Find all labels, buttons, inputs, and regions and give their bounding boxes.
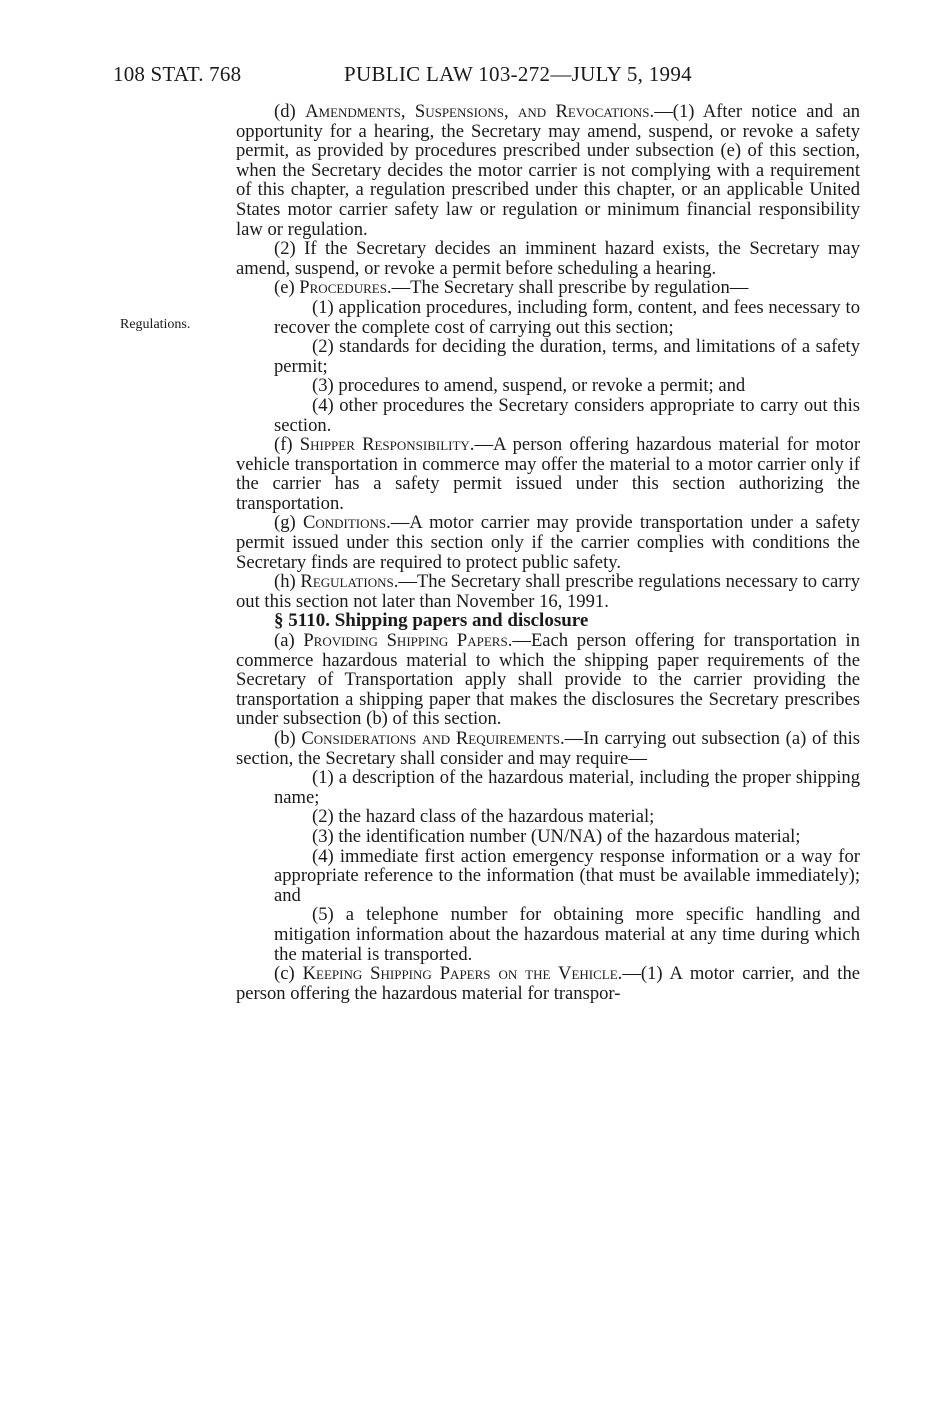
section-5110-c-text: —(1) A motor carrier, and the person offering the hazardous material for transpor- (236, 963, 860, 1004)
subsection-h (236, 572, 860, 611)
section-5110-b-item-4: (4) immediate first action emergency response information or a way for appropriate reference to the information (that must be available immediately); and (274, 845, 860, 906)
section-5110-subsection-b (236, 729, 860, 768)
subsection-g-text: —A motor carrier may provide transportation under a safety permit issued under this section only if the carrier complies with conditions the Secretary finds are required to protect public safety. (236, 512, 860, 573)
subsection-e (236, 278, 860, 298)
subsection-e-heading: Procedures. (299, 277, 392, 299)
subsection-f-marker: (f) (274, 434, 293, 456)
section-5110-b-item-5: (5) a telephone number for obtaining more specific handling and mitigation information about the hazardous material at any time during which the material is transported. (274, 904, 860, 965)
subsection-f-heading: Shipper Responsibility. (299, 434, 475, 456)
subsection-h-marker: (h) (274, 571, 296, 593)
statute-reference: 108 STAT. 768 (113, 62, 242, 86)
section-5110-b-item-3: (3) the identification number (UN/NA) of the hazardous material; (312, 825, 801, 847)
subsection-h-heading: Regulations. (300, 571, 399, 593)
subsection-e-item-1: (1) application procedures, including form, content, and fees necessary to recover the complete cost of carrying out this section; (274, 296, 860, 338)
section-5110-a-text: —Each person offering for transportation in commerce hazardous material to which the shipping paper requirements of the Secretary of Transportation apply shall provide to the carrier providing the transportation a shipping paper that makes the disclosures the Secretary prescribes under subsection (b) of this section. (236, 630, 860, 730)
page-body (236, 102, 860, 1003)
section-5110-subsection-a (236, 631, 860, 729)
section-5110-b-text: —In carrying out subsection (a) of this section, the Secretary shall consider and may require— (236, 728, 860, 769)
section-5110-a-marker: (a) (274, 630, 295, 652)
section-5110-b-heading: Considerations and Requirements. (301, 728, 565, 749)
page-header (0, 62, 947, 92)
section-5110-subsection-c (236, 964, 860, 1003)
subsection-d-paragraph-2: (2) If the Secretary decides an imminent hazard exists, the Secretary may amend, suspend, or revoke a permit before scheduling a hearing. (236, 238, 860, 279)
subsection-e-marker: (e) (274, 277, 295, 299)
subsection-f (236, 435, 860, 513)
subsection-d (236, 102, 860, 239)
subsection-e-item-2: (2) standards for deciding the duration, terms, and limitations of a safety permit; (274, 336, 860, 377)
subsection-g-heading: Conditions. (302, 512, 391, 534)
law-title: PUBLIC LAW 103-272—JULY 5, 1994 (344, 62, 692, 86)
section-5110-b-item-2: (2) the hazard class of the hazardous material; (312, 806, 655, 828)
section-5110-b-marker: (b) (274, 728, 296, 749)
section-5110-c-heading: Keeping Shipping Papers on the Vehicle. (302, 963, 623, 985)
section-5110-a-heading: Providing Shipping Papers. (303, 630, 513, 652)
subsection-g-marker: (g) (274, 512, 296, 534)
section-5110-heading: § 5110. Shipping papers and disclosure (274, 610, 589, 632)
section-5110-c-marker: (c) (274, 963, 295, 985)
subsection-h-text: —The Secretary shall prescribe regulations necessary to carry out this section not later than November 16, 1991. (236, 571, 860, 612)
subsection-d-text: —(1) After notice and an opportunity for a hearing, the Secretary may amend, suspend, or revoke a safety permit, as provided by procedures prescribed under subsection (e) of this section, when the Secretary decides the motor carrier is not complying with a requirement of this chapter, a regulation prescribed under this chapter, or an applicable United States motor carrier safety law or regulation or minimum financial responsibility law or regulation. (236, 101, 861, 240)
margin-note-regulations: Regulations. (120, 317, 191, 332)
subsection-e-item-3: (3) procedures to amend, suspend, or revoke a permit; and (312, 375, 746, 397)
subsection-d-heading: Amendments, Suspensions, and Revocations. (305, 101, 655, 122)
section-5110-b-item-1: (1) a description of the hazardous material, including the proper shipping name; (274, 767, 860, 808)
subsection-f-text: —A person offering hazardous material for motor vehicle transportation in commerce may offer the material to a motor carrier only if the carrier has a safety permit issued under this section authorizing the transportation. (236, 434, 861, 514)
subsection-e-item-4: (4) other procedures the Secretary considers appropriate to carry out this section. (274, 394, 860, 436)
subsection-e-text: —The Secretary shall prescribe by regulation— (391, 277, 749, 299)
subsection-g (236, 513, 860, 572)
subsection-d-marker: (d) (274, 101, 296, 122)
